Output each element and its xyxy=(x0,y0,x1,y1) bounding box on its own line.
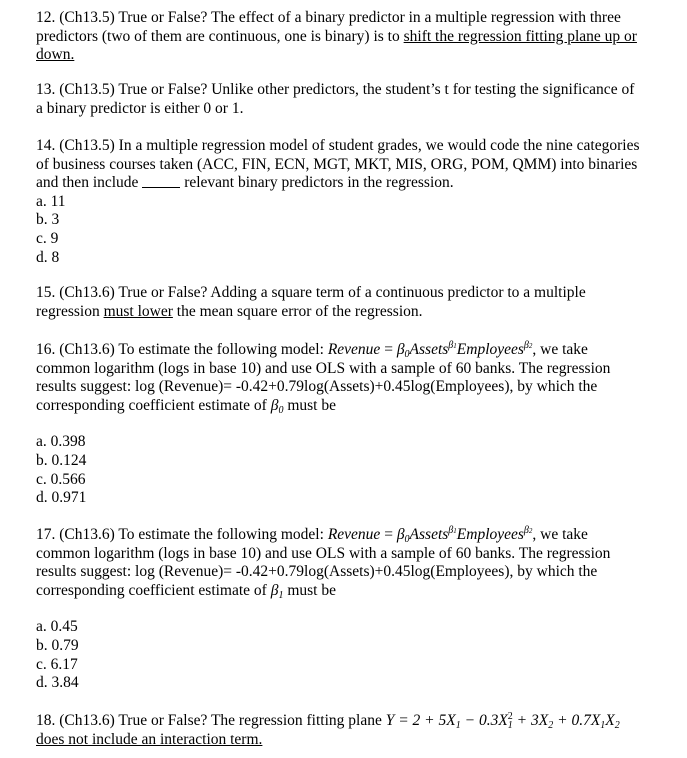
q17-line-2: common logarithm (logs in base 10) and use OLS with a sample of 60 banks. The regression xyxy=(36,544,611,562)
q17-line-1 xyxy=(36,526,664,545)
q18-line-1 xyxy=(36,712,664,731)
q14-option-c: c. 9 xyxy=(36,229,59,247)
q18-plane-equation: $Y = 2 + 5X1 - 0.3X^21 + 3X2 + 0.7X1X2$ xyxy=(385,711,620,731)
q16-text: corresponding coefficient estimate of xyxy=(36,396,271,414)
q16-model-equation: Revenue = β0Assets$^{\beta 1}$Employees$^{\beta 2}$ xyxy=(327,340,533,360)
q16-line-4 xyxy=(36,397,664,416)
q17-option-b: b. 0.79 xyxy=(36,636,79,654)
q17-option-c: c. 6.17 xyxy=(36,655,78,673)
q14-line-2: of business courses taken (ACC, FIN, ECN, MGT, MKT, MIS, ORG, POM, QMM) into binaries xyxy=(36,155,638,173)
q16-line-2: common logarithm (logs in base 10) and use OLS with a sample of 60 banks. The regression xyxy=(36,359,611,377)
q13-line-1: 13. (Ch13.5) True or False? Unlike other predictors, the student’s t for testing the significance of xyxy=(36,81,635,98)
q17-text: corresponding coefficient estimate of xyxy=(36,581,271,599)
q12-underlined-text: shift the regression fitting plane up or xyxy=(403,27,637,45)
q17-line-3: results suggest: log (Revenue)= -0.42+0.79log(Assets)+0.45log(Employees), by which the xyxy=(36,563,598,581)
q16-text-end: , we take xyxy=(532,341,588,358)
q16-option-a: a. 0.398 xyxy=(36,433,86,451)
q17-option-a: a. 0.45 xyxy=(36,618,78,636)
q12-line-3: down. xyxy=(36,46,75,64)
q14-option-d: d. 8 xyxy=(36,248,60,266)
q16-option-c: c. 0.566 xyxy=(36,470,86,488)
q17-text-end: , we take xyxy=(532,526,588,543)
q15-text-end: the mean square error of the regression. xyxy=(172,302,423,320)
beta-0-symbol: β0 xyxy=(270,396,284,416)
q16-option-d: d. 0.971 xyxy=(36,489,87,507)
q14-line-1: 14. (Ch13.5) In a multiple regression model of student grades, we would code the nine categories xyxy=(36,137,640,154)
q17-model-equation: Revenue = β0Assets$^{\beta 1}$Employees$^{\beta 2}$ xyxy=(327,525,533,545)
q15-line-1: 15. (Ch13.6) True or False? Adding a square term of a continuous predictor to a multiple xyxy=(36,284,586,301)
q14-option-b: b. 3 xyxy=(36,211,60,229)
q16-text: 16. (Ch13.6) To estimate the following model: xyxy=(36,341,328,358)
answer-blank xyxy=(142,175,180,188)
question-14 xyxy=(36,137,664,267)
question-15 xyxy=(36,284,664,321)
q14-option-a: a. 11 xyxy=(36,192,66,210)
q18-line-2: does not include an interaction term. xyxy=(36,730,263,748)
q15-underlined-text: must lower xyxy=(103,302,173,320)
q15-line-2 xyxy=(36,303,664,322)
q17-text: 17. (Ch13.6) To estimate the following model: xyxy=(36,526,328,543)
q16-line-3: results suggest: log (Revenue)= -0.42+0.79log(Assets)+0.45log(Employees), by which the xyxy=(36,378,598,396)
q16-option-b: b. 0.124 xyxy=(36,451,87,469)
q14-line-3 xyxy=(36,174,664,193)
q14-text: and then include xyxy=(36,174,143,192)
question-12 xyxy=(36,9,664,65)
question-18 xyxy=(36,712,664,749)
q16-text-end: must be xyxy=(283,396,336,414)
q16-line-1 xyxy=(36,341,664,360)
beta-1-symbol: β1 xyxy=(270,581,284,601)
q17-text-end: must be xyxy=(283,581,336,599)
q12-line-1: 12. (Ch13.5) True or False? The effect of a binary predictor in a multiple regression with three xyxy=(36,9,621,26)
q18-text: 18. (Ch13.6) True or False? The regression fitting plane xyxy=(36,712,386,729)
q12-line-2 xyxy=(36,28,664,47)
q15-text: regression xyxy=(36,302,104,320)
q17-option-d: d. 3.84 xyxy=(36,674,79,692)
q17-line-4 xyxy=(36,582,664,601)
question-16 xyxy=(36,341,664,508)
question-13 xyxy=(36,81,664,118)
q12-text: predictors (two of them are continuous, one is binary) is to xyxy=(36,27,404,45)
question-17 xyxy=(36,526,664,693)
q14-text-end: relevant binary predictors in the regression. xyxy=(180,174,454,192)
q13-line-2: a binary predictor is either 0 or 1. xyxy=(36,99,244,117)
